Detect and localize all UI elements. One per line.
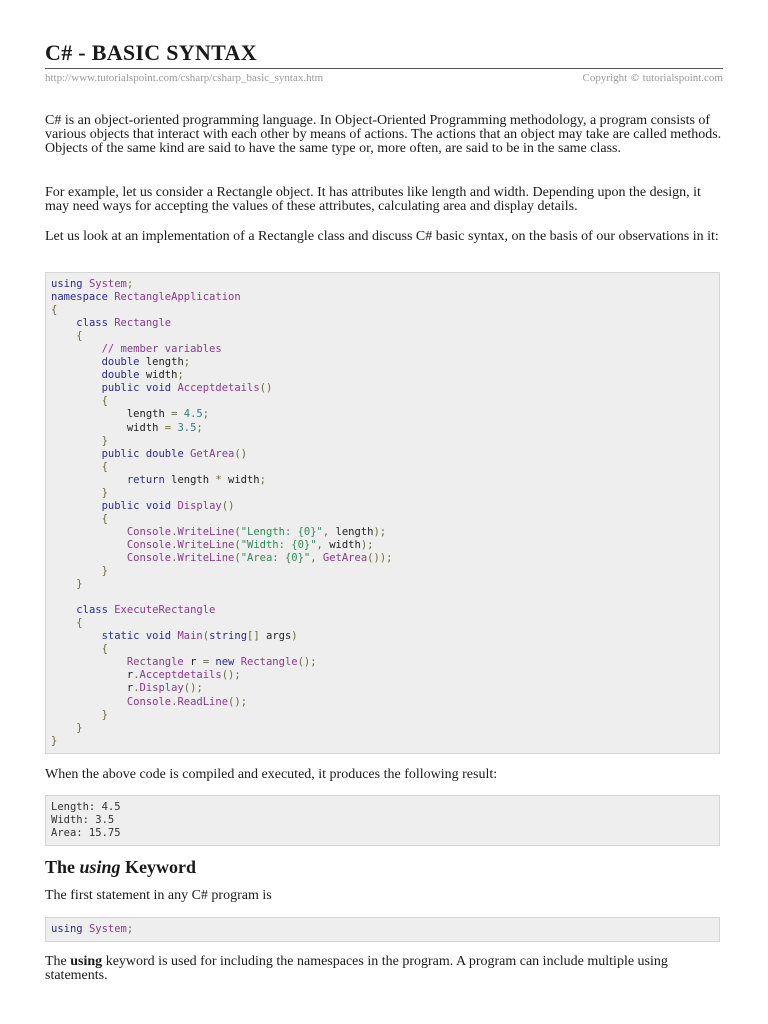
using-keyword-bold: using xyxy=(70,954,103,969)
using-explanation-rest: keyword is used for including the namespaces in the program. A program can include multiple using statements. xyxy=(45,954,668,983)
code-line: } xyxy=(101,708,108,721)
code-line: using System; xyxy=(51,278,134,290)
using-explanation-text xyxy=(45,955,723,983)
copyright-notice xyxy=(583,72,723,84)
code-line: double length; xyxy=(101,356,191,369)
code-line: r.Acceptdetails(); xyxy=(51,669,241,682)
code-line: public void Display() xyxy=(101,499,235,512)
section-heading-suffix: Keyword xyxy=(125,857,197,877)
code-line: // member variables xyxy=(101,343,222,356)
header-divider xyxy=(45,68,723,69)
section-heading-using xyxy=(45,857,196,878)
code-line: } xyxy=(51,734,58,747)
code-line: { xyxy=(101,460,108,473)
code-line: Console.WriteLine("Length: {0}", length); xyxy=(126,525,387,538)
intro-paragraph-2: For example, let us consider a Rectangle object. It has attributes like length and width. Depending upon the design, it may need ways for accepting the values of these attributes, calculating area and display details. xyxy=(45,185,701,214)
output-line: Width: 3.5 xyxy=(51,814,115,827)
code-line: public double GetArea() xyxy=(101,447,248,460)
code-line: class Rectangle xyxy=(76,317,172,330)
result-intro-text: When the above code is compiled and executed, it produces the following result: xyxy=(45,767,498,782)
code-line: } xyxy=(101,486,108,499)
code-line: Console.ReadLine(); xyxy=(126,695,248,708)
code-line: public void Acceptdetails() xyxy=(101,382,273,395)
code-line: using System; xyxy=(51,923,134,935)
code-line: } xyxy=(101,565,108,578)
code-line: double width; xyxy=(101,369,184,382)
intro-paragraph-1: C# is an object-oriented programming language. In Object-Oriented Programming methodology, a program consists of various objects that interact with each other by means of actions. The actions that an object may take are called methods. Objects of the same kind are said to have the same type or, more often, are said to be in the same class. xyxy=(45,113,722,156)
program-output xyxy=(45,795,720,846)
code-line: } xyxy=(76,721,83,734)
code-line: class ExecuteRectangle xyxy=(76,604,216,617)
output-line: Area: 15.75 xyxy=(51,827,121,840)
code-line: r.Display(); xyxy=(51,682,203,695)
copyright-label: Copyright xyxy=(582,72,628,84)
code-line: { xyxy=(51,304,58,317)
page-title: C# - BASIC SYNTAX xyxy=(45,40,257,65)
section-heading-keyword: using xyxy=(79,857,121,877)
code-line: { xyxy=(76,330,83,343)
code-line: { xyxy=(101,512,108,525)
code-line: Console.WriteLine("Width: {0}", width); xyxy=(126,538,374,551)
code-line: { xyxy=(101,643,108,656)
code-line: } xyxy=(76,578,83,591)
code-line: length = 4.5; xyxy=(51,408,210,421)
using-intro-text: The first statement in any C# program is xyxy=(45,888,272,903)
code-line: Console.WriteLine("Area: {0}", GetArea()); xyxy=(126,551,393,564)
copyright-symbol: © xyxy=(629,73,640,84)
code-line: } xyxy=(101,434,108,447)
section-heading-prefix: The xyxy=(45,857,76,877)
code-line: return length * width; xyxy=(126,473,266,486)
code-line: Rectangle r = new Rectangle(); xyxy=(126,656,317,669)
code-line: { xyxy=(101,395,108,408)
using-explanation-prefix: The xyxy=(45,954,67,969)
code-line: width = 3.5; xyxy=(51,421,203,434)
code-listing xyxy=(45,272,720,754)
copyright-site: tutorialspoint.com xyxy=(642,72,723,84)
code-line: static void Main(string[] args) xyxy=(101,630,298,643)
source-url-link[interactable]: http://www.tutorialspoint.com/csharp/csharp_basic_syntax.htm xyxy=(45,72,324,84)
code-line: { xyxy=(76,617,83,630)
using-statement-code xyxy=(45,917,720,942)
output-line: Length: 4.5 xyxy=(51,801,121,813)
code-line: namespace RectangleApplication xyxy=(51,291,241,304)
intro-paragraph-3: Let us look at an implementation of a Rectangle class and discuss C# basic syntax, on the basis of our observations in it: xyxy=(45,229,719,244)
